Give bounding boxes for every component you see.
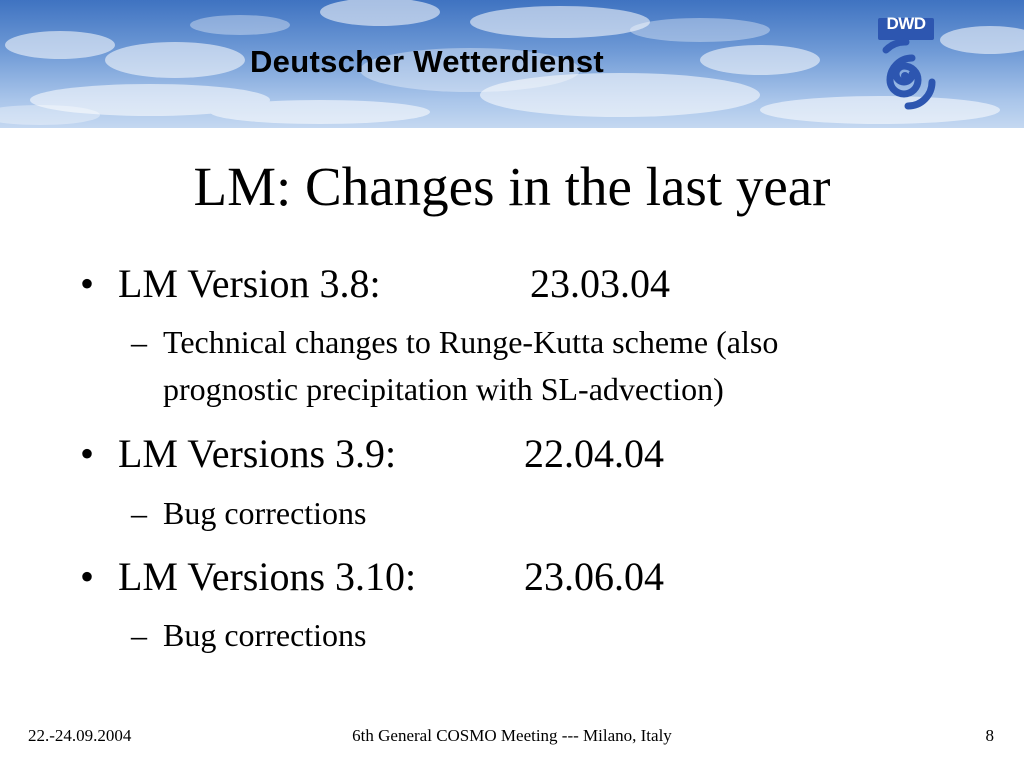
organization-name: Deutscher Wetterdienst xyxy=(250,44,605,79)
sub-text: Bug corrections xyxy=(163,495,367,531)
footer-date: 22.-24.09.2004 xyxy=(28,726,132,745)
bullet-label: LM Versions 3.10: xyxy=(118,554,417,599)
sub-marker: – xyxy=(131,324,147,360)
sub-marker: – xyxy=(131,617,147,653)
bullet-date: 22.04.04 xyxy=(524,431,664,476)
bullet-marker: • xyxy=(80,261,95,306)
page-number: 8 xyxy=(985,726,994,745)
sub-marker: – xyxy=(131,495,147,531)
sub-text-line-2: prognostic precipitation with SL-advection) xyxy=(163,371,724,407)
bullet-date: 23.03.04 xyxy=(530,261,670,306)
sub-text-line-1: Technical changes to Runge-Kutta scheme (also xyxy=(163,324,779,360)
slide-title: LM: Changes in the last year xyxy=(193,156,831,217)
bullet-marker: • xyxy=(80,554,95,599)
bullet-label: LM Version 3.8: xyxy=(118,261,381,306)
header-banner xyxy=(0,0,1024,128)
bullet-date: 23.06.04 xyxy=(524,554,664,599)
bullet-label: LM Versions 3.9: xyxy=(118,431,397,476)
footer-event: 6th General COSMO Meeting --- Milano, Italy xyxy=(352,726,672,745)
bullet-marker: • xyxy=(80,431,95,476)
sub-text: Bug corrections xyxy=(163,617,367,653)
logo-label: DWD xyxy=(886,14,926,33)
